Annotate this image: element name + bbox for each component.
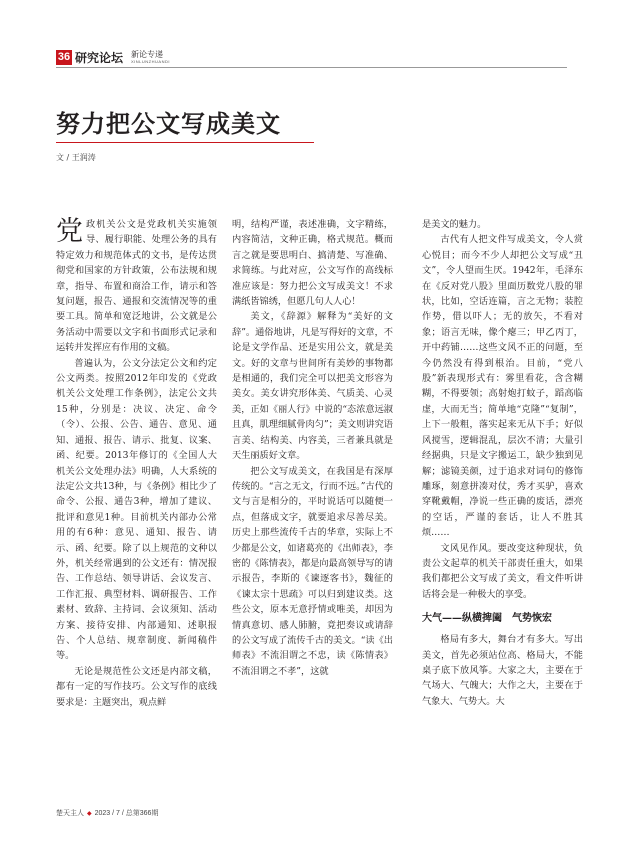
title-underline	[56, 142, 314, 143]
paragraph: 是美文的魅力。	[422, 219, 487, 230]
text-column-2	[232, 217, 393, 799]
page-footer	[56, 808, 158, 818]
paragraph: 无论是规范性公文还是内部文稿，都有一定的写作技巧。公文写作的底线要求是：主题突出，观点鲜	[56, 665, 217, 708]
paragraph: 格局有多大，舞台才有多大。写出美文，首先必须站位高、格局大，不能桌子底下放风筝。大家之大，主要在于气场大、气魄大；大作之大，主要在于气象大、气势大。大	[422, 634, 583, 707]
column-name-block	[131, 51, 170, 64]
column-name: 新论专递	[131, 49, 164, 59]
section-name: 研究论坛	[75, 50, 124, 65]
paragraph: 美文，《辞源》解释为“美好的文辞”。通俗地讲，凡是写得好的文章，不论是文学作品、还是实用公文，就是美文。好的文章与世间所有美妙的事物都是相通的，我们完全可以把美文形容为美女。美女讲究形体美、气质美、心灵美，正如《丽人行》中说的“态浓意远淑且真，肌理细腻骨肉匀”；美文则讲究语言美、结构美、内容美，三者兼具就是天生丽质好文章。	[232, 311, 393, 462]
column-pinyin: XINLUNZHUANDI	[131, 58, 170, 64]
paragraph: 古代有人把文件写成美文，令人赏心悦目；而今不少人却把公文写成“丑文”，令人望而生厌。1942年，毛泽东在《反对党八股》里面历数党八股的罪状，比如，空话连篇，言之无物；装腔作势，借以吓人；无的放矢，不看对象；语言无味，像个瘪三；甲乙丙丁，开中药铺……这些文风不正的问题，至今仍然没有得到根治。目前，“党八股”新表现形式有：雾里看花，含含糊糊，不得要领；高射炮打蚊子，蹈高临虚，大而无当；简单地“克隆”“复制”，上下一般粗，落实起来无从下手；好似风搅雪，逻辑混乱，层次不清；大量引经据典，只是文字搬运工，缺少独到见解；滤镜美颜，过于追求对词句的修饰雕琢，刻意拼凑对仗，秀才买驴，喜欢穿靴戴帽，净说一些正确的废话，漂亮的空话，严谨的套话，让人不胜其烦……	[422, 234, 583, 539]
paragraph: 文风见作风。要改变这种现状，负责公文起草的机关干部责任重大，如果我们都把公文写成了美文，看文件听讲话将会是一种极大的享受。	[422, 542, 583, 600]
paragraph: 把公文写成美文，在我国是有深厚传统的。“言之无文，行而不远。”古代的文与言是相分的，平时说话可以随便一点，但落成文字，就要追求尽善尽美。历史上那些流传千古的华章，实际上不少都是公文，如诸葛亮的《出师表》，李密的《陈情表》，都是向最高领导写的请示报告，李斯的《谏逐客书》，魏征的《谏太宗十思疏》可以归到建议类。这些公文，原本无意抒情或唯美，却因为情真意切、感人肺腑，竟把奏议或请辞的公文写成了流传千古的美文。“读《出师表》不流泪谓之不忠，读《陈情表》不流泪谓之不孝”，这就	[232, 465, 393, 677]
drop-cap: 党	[56, 217, 83, 247]
paragraph-text: 政机关公文是党政机关实施领导、履行职能、处理公务的具有特定效力和规范体式的文书，是传达贯彻党和国家的方针政策，公布法规和规章，指导、布置和商洽工作，请示和答复问题，报告、通报和交流情况等的重要工具。简单和宽泛地讲，公文就是公务活动中需要以文字和书面形式记录和运转并发挥应有作用的文稿。	[56, 219, 217, 354]
text-column-1	[56, 217, 217, 799]
paragraph: 明，结构严谨，表述准确，文字精练，内容简洁，文种正确，格式规范。概而言之就是要思明白、搞清楚、写准确、求简练。与此对应，公文写作的高线标准应该是：努力把公文写成美文！不求满纸皆锦绣，但愿几句人人心！	[232, 219, 393, 308]
diamond-icon: ◆	[87, 810, 92, 817]
page-number-badge: 36	[57, 50, 71, 63]
article-author: 文 / 王润涛	[56, 153, 96, 162]
paragraph	[56, 217, 217, 356]
issue-info: 2023 / 7 / 总第366期	[94, 810, 159, 817]
text-column-3	[422, 217, 583, 799]
section-subheading: 大气——纵横捭阖 气势恢宏	[422, 613, 552, 625]
article-title: 努力把公文写成美文	[56, 110, 281, 138]
magazine-name: 楚天主人	[56, 810, 84, 817]
page-header	[56, 48, 170, 66]
header-divider	[56, 67, 567, 68]
paragraph: 普遍认为，公文分法定公文和约定公文两类。按照2012年印发的《党政机关公文处理工作条例》，法定公文共15种，分别是：决议、决定、命令（令）、公报、公告、通告、意见、通知、通报、报告、请示、批复、议案、函、纪要。2013年修订的《全国人大机关公文处理办法》明确，人大系统的法定公文共13种，与《条例》相比少了命令、公报、通告3种，增加了建议、批评和意见1种。目前机关内部办公常用的有6种：意见、通知、报告、请示、函、纪要。除了以上规范的文种以外，机关经常遇到的公文还有：情况报告、工作总结、领导讲话、会议发言、工作汇报、典型材料、调研报告、工作素材、致辞、主持词、会议须知、活动方案、接待安排、内部通知、述职报告、个人总结、规章制度、新闻稿件等。	[56, 357, 217, 662]
